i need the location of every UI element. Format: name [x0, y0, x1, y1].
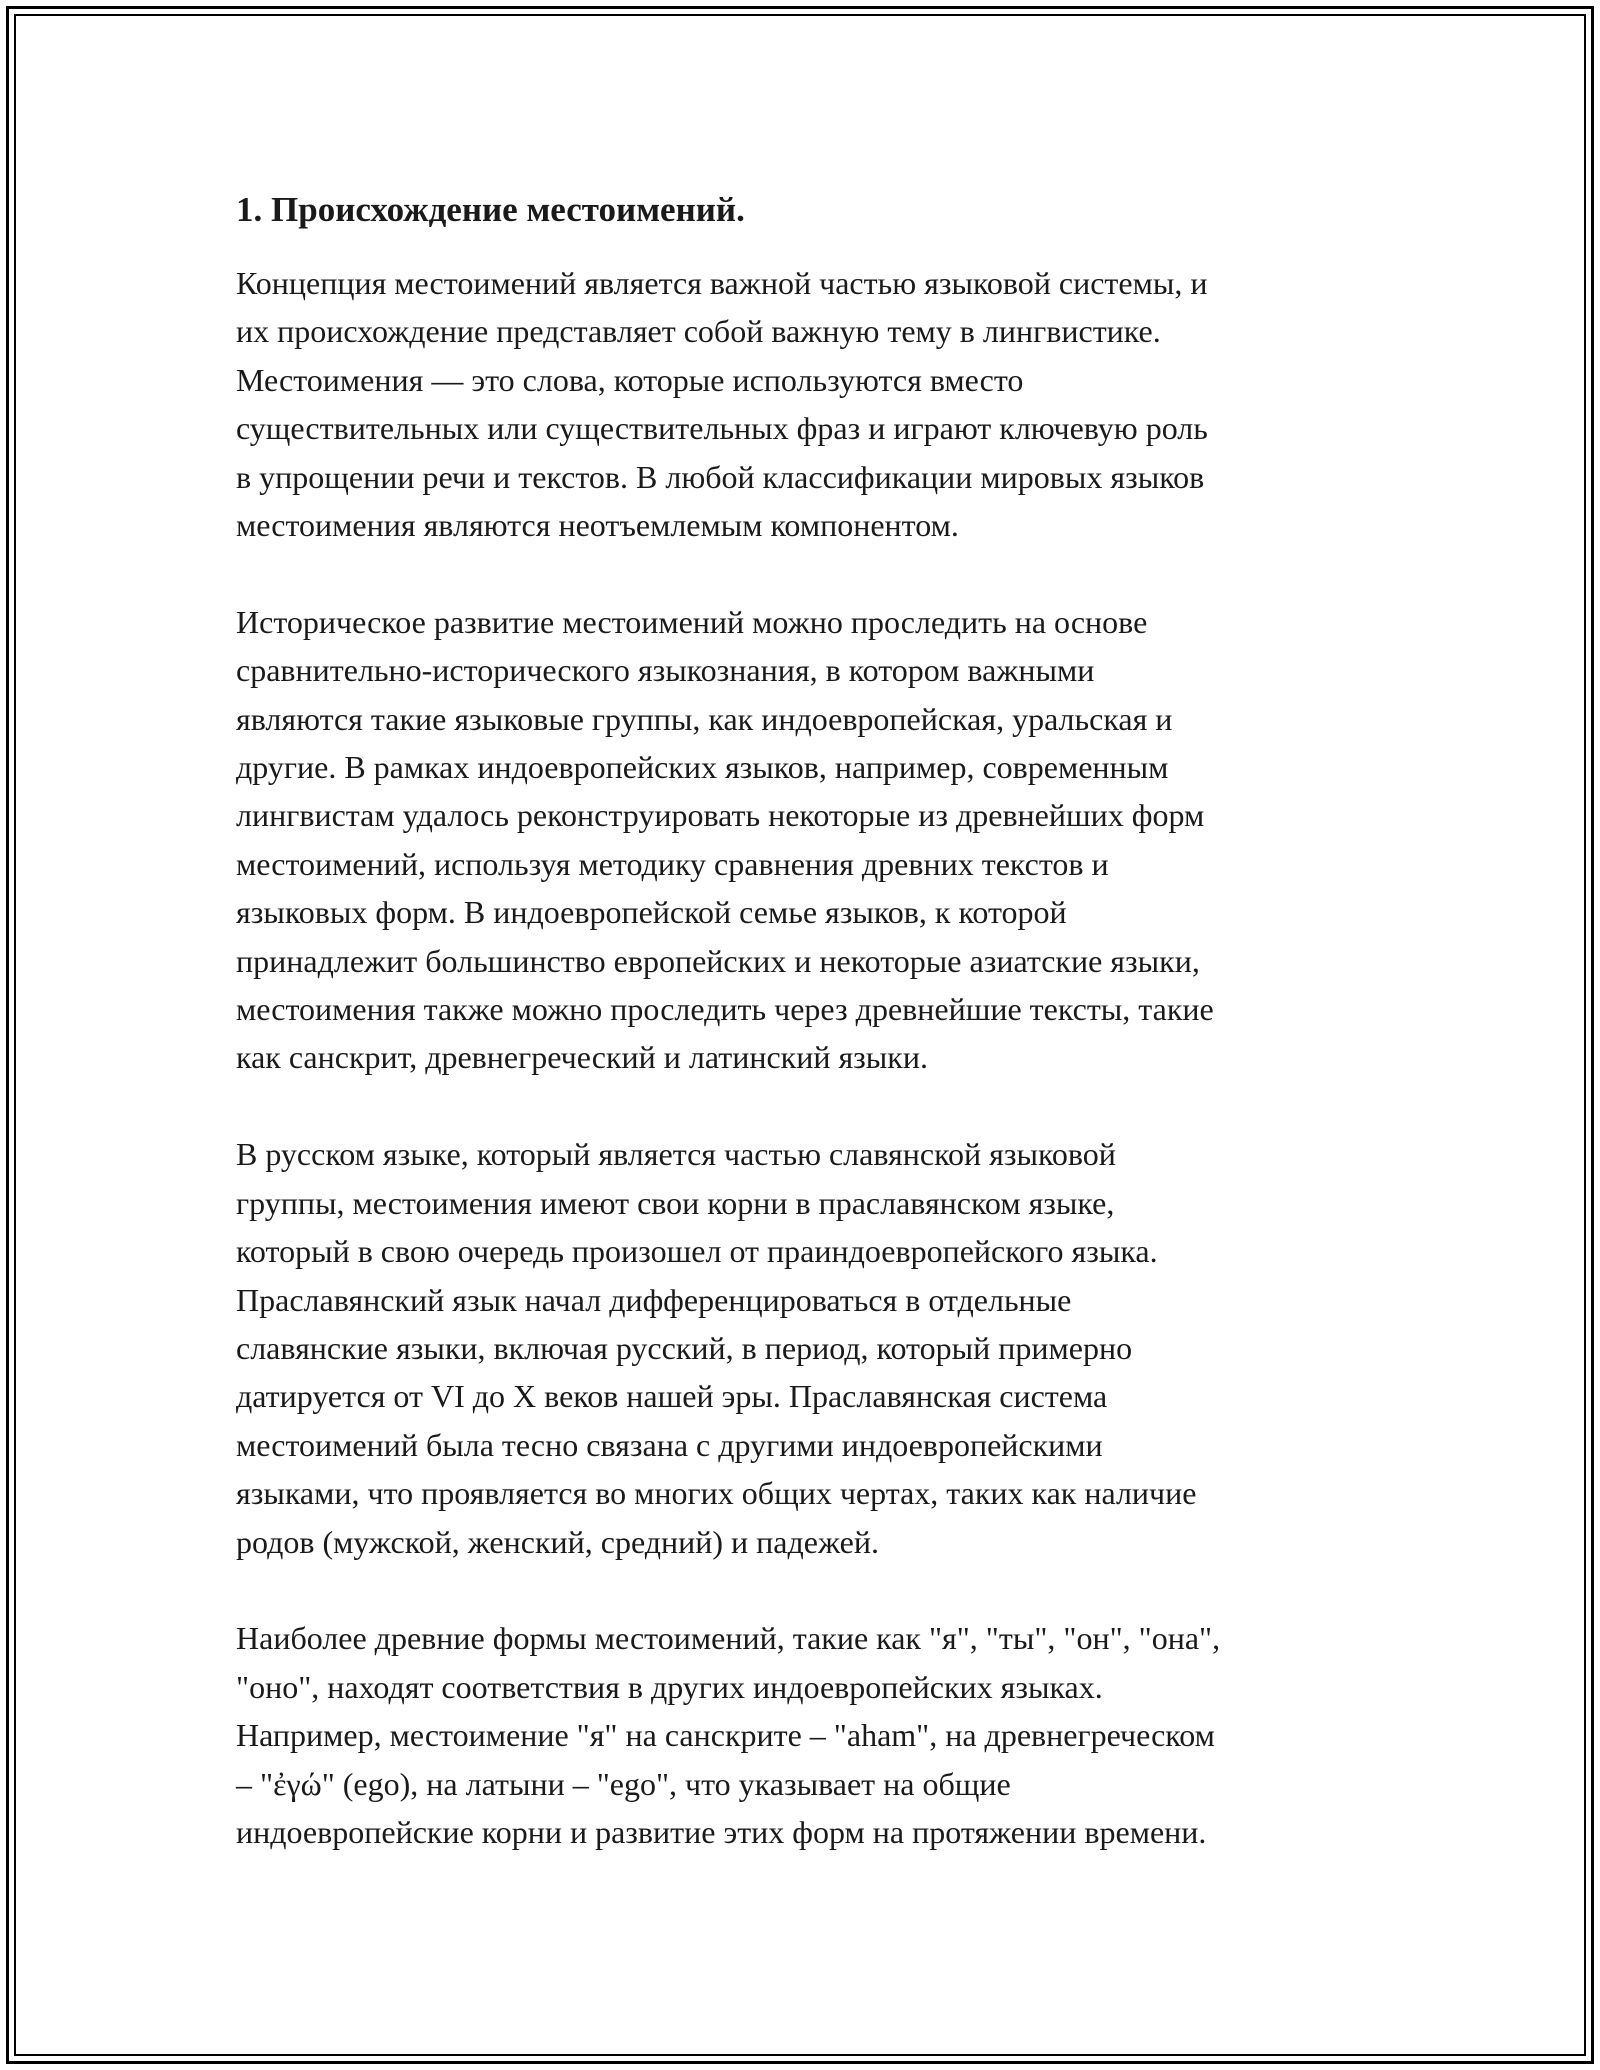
text-line: "оно", находят соответствия в других индоевропейских языках. [236, 1668, 1103, 1705]
text-line: являются такие языковые группы, как индоевропейская, уральская и [236, 700, 1173, 737]
text-line: существительных или существительных фраз и играют ключевую роль [236, 410, 1208, 447]
text-line: датируется от VI до X веков нашей эры. Праславянская система [236, 1378, 1108, 1415]
text-line: местоимений была тесно связана с другими индоевропейскими [236, 1426, 1103, 1463]
text-line: славянские языки, включая русский, в период, который примерно [236, 1329, 1133, 1366]
paragraph-gap [236, 1082, 1371, 1130]
text-line: лингвистам удалось реконструировать некоторые из древнейших форм [236, 797, 1205, 834]
text-line: местоимения являются неотъемлемым компонентом. [236, 507, 959, 544]
paragraph-gap [236, 549, 1371, 597]
text-line: принадлежит большинство европейских и некоторые азиатские языки, [236, 942, 1200, 979]
text-line: индоевропейские корни и развитие этих форм на протяжении времени. [236, 1813, 1207, 1850]
text-line: Наиболее древние формы местоимений, такие как "я", "ты", "он", "она", [236, 1620, 1221, 1657]
text-line: Историческое развитие местоимений можно проследить на основе [236, 603, 1148, 640]
document-body [236, 186, 1371, 1856]
text-line: как санскрит, древнегреческий и латинский языки. [236, 1039, 928, 1076]
text-line: сравнительно-исторического языкознания, в котором важными [236, 652, 1095, 689]
paragraph-2 [236, 598, 1371, 1082]
text-line: местоимений, используя методику сравнения древних текстов и [236, 845, 1109, 882]
text-line: – "ἐγώ" (ego), на латыни – "ego", что указывает на общие [236, 1765, 1011, 1802]
text-line: Местоимения — это слова, которые используются вместо [236, 361, 1024, 398]
paragraph-gap [236, 1566, 1371, 1614]
text-line: Концепция местоимений является важной частью языковой системы, и [236, 265, 1208, 301]
text-line: Праславянский язык начал дифференцироваться в отдельные [236, 1281, 1072, 1318]
text-line: в упрощении речи и текстов. В любой классификации мировых языков [236, 458, 1205, 495]
text-line: родов (мужской, женский, средний) и падежей. [236, 1523, 879, 1560]
text-line: их происхождение представляет собой важную тему в лингвистике. [236, 313, 1161, 350]
text-line: Например, местоимение "я" на санскрите – "aham", на древнегреческом [236, 1717, 1215, 1754]
text-line: В русском языке, который является частью славянской языковой [236, 1136, 1116, 1173]
text-line: языками, что проявляется во многих общих чертах, таких как наличие [236, 1475, 1197, 1512]
paragraph-4 [236, 1614, 1371, 1856]
section-heading: 1. Происхождение местоимений. [236, 190, 745, 229]
text-line: который в свою очередь произошел от праиндоевропейского языка. [236, 1233, 1158, 1270]
paragraph-1 [236, 259, 1371, 549]
text-line: языковых форм. В индоевропейской семье языков, к которой [236, 894, 1067, 931]
text-line: группы, местоимения имеют свои корни в праславянском языке, [236, 1184, 1115, 1221]
paragraph-3 [236, 1130, 1371, 1566]
text-line: местоимения также можно проследить через древнейшие тексты, такие [236, 991, 1214, 1028]
text-line: другие. В рамках индоевропейских языков, например, современным [236, 749, 1169, 786]
